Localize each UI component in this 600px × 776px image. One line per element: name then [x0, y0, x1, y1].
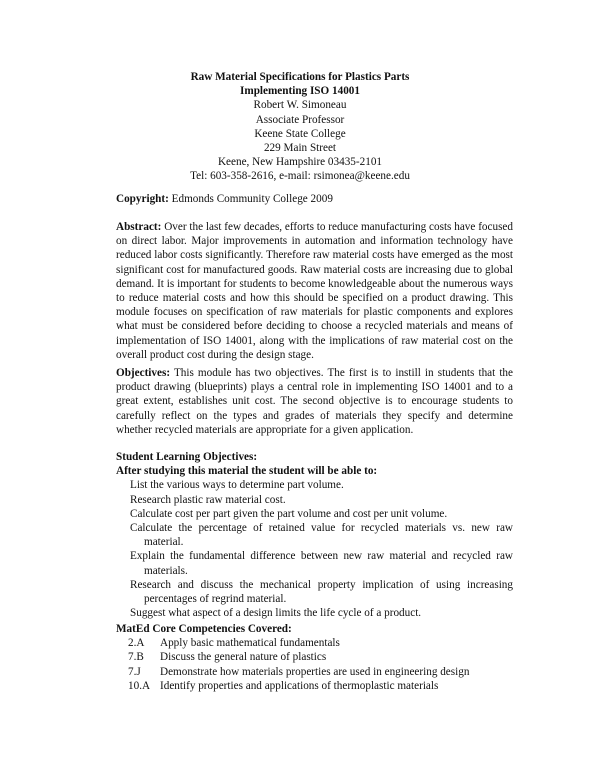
competency-row [116, 679, 513, 693]
copyright-paragraph [116, 192, 513, 206]
objectives-text: This module has two objectives. The first is to instill in students that the product drawing (blueprints) plays a central role in implementing ISO 14001 and to a great extent, establishes unit cost. The second objective is to encourage students to carefully reflect on the types and grades of materials they specify and determine whether recycled materials are appropriate for a given application. [116, 367, 513, 436]
competency-text: Discuss the general nature of plastics [160, 651, 327, 664]
competency-code: 7.J [128, 665, 141, 678]
list-item: List the various ways to determine part volume. [130, 479, 344, 492]
learning-objectives-subheading: After studying this material the student will be able to: [116, 465, 378, 478]
abstract-text: Over the last few decades, efforts to reduce manufacturing costs have focused on direct labor. Major improvements in automation and information technology have reduced labor costs significantly. Therefore raw material costs have emerged as the most significant cost for manufactured goods. Raw material costs are increasing due to global demand. It is important for students to become knowledgeable about the numerous ways to reduce material costs and how this should be specified on a product drawing. This module focuses on specification of raw materials for plastic components and explores what must be considered before deciding to choose a recycled materials and means of implementation of ISO 14001, along with the implications of raw material cost on the overall product cost during the design stage. [116, 221, 513, 361]
competency-code: 7.B [128, 651, 144, 664]
list-item: Calculate cost per part given the part volume and cost per unit volume. [130, 507, 448, 520]
copyright-label: Copyright: [116, 193, 169, 205]
competency-row [116, 665, 513, 679]
learning-objectives-section [116, 450, 513, 620]
author-city: Keene, New Hampshire 03435-2101 [217, 156, 383, 169]
list-item: Explain the fundamental difference between new raw material and recycled raw materials. [130, 550, 513, 577]
competency-code: 2.A [128, 637, 145, 650]
competency-text: Demonstrate how materials properties are used in engineering design [160, 665, 470, 678]
list-item: Calculate the percentage of retained value for recycled materials vs. new raw material. [130, 522, 513, 549]
document-title-line-1: Raw Material Specifications for Plastics Parts [190, 71, 410, 83]
list-item: Research and discuss the mechanical property implication of using increasing percentages of regrind material. [130, 578, 513, 606]
competency-text: Identify properties and applications of thermoplastic materials [160, 679, 439, 692]
author-contact: Tel: 603-358-2616, e-mail: rsimonea@keene.edu [190, 170, 410, 183]
objectives-paragraph [116, 366, 513, 437]
author-position: Associate Professor [255, 113, 345, 126]
author-name: Robert W. Simoneau [253, 99, 347, 112]
learning-objectives-heading: Student Learning Objectives: [116, 451, 258, 463]
abstract-label: Abstract: [116, 221, 162, 233]
document-title-line-2: Implementing ISO 14001 [240, 85, 360, 98]
author-institution: Keene State College [254, 127, 346, 140]
abstract-paragraph [116, 220, 513, 362]
objectives-label: Objectives: [116, 367, 171, 379]
competency-text: Apply basic mathematical fundamentals [160, 637, 340, 650]
author-street: 229 Main Street [263, 142, 337, 155]
competencies-heading: MatEd Core Competencies Covered: [116, 623, 292, 635]
copyright-text: Edmonds Community College 2009 [168, 193, 333, 205]
title-block [0, 70, 600, 184]
competency-row [116, 636, 513, 650]
list-item: Research plastic raw material cost. [130, 493, 286, 506]
competencies-section [116, 622, 513, 693]
competency-code: 10.A [128, 679, 151, 692]
list-item: Suggest what aspect of a design limits the life cycle of a product. [130, 607, 422, 620]
competency-row [116, 650, 513, 664]
